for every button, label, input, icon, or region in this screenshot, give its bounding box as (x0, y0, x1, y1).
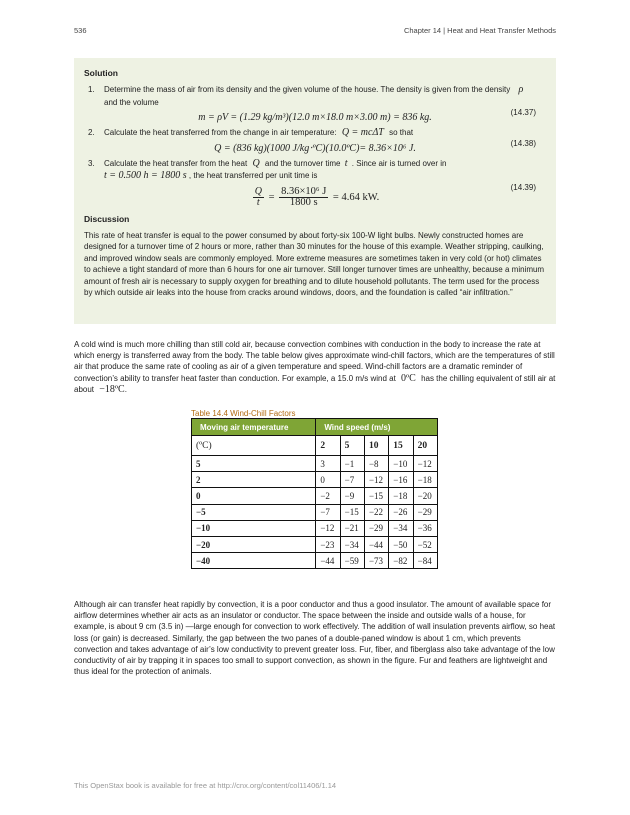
discussion-heading: Discussion (84, 213, 130, 224)
discussion-text: This rate of heat transfer is equal to the power consumed by about forty-six 100-W light bulbs. Newly constructed homes are designed for a turnover time of 2 hours or more, rather than 30 minutes for the house of this example. Weather stripping, caulking, and improved window seals are commonly employed. More extreme measures are sometimes taken in very cold (or hot) climates to achieve a tight standard of more than 6 hours for one air turnover. Still longer turnover times are unhealthy, because a minimum amount of fresh air is necessary to supply oxygen for breathing and to dilute household pollutants. The term used for the process by which outside air leaks into the house from cracks around windows, doors, and the foundation is called “air infiltration.” (84, 230, 545, 297)
table-row (192, 536, 438, 552)
row-temperature: −20 (192, 536, 316, 552)
inline-math: t = 0.500 h = 1800 s (104, 170, 187, 181)
equation-number: (14.39) (510, 182, 536, 192)
windchill-value: −73 (364, 553, 388, 569)
table-row (192, 520, 438, 536)
speed-cell: 10 (364, 436, 388, 456)
table-row (192, 472, 438, 488)
windchill-value: −59 (340, 553, 364, 569)
step-number: 3. (88, 158, 95, 168)
step-text: Calculate the heat transferred from the change in air temperature: (104, 128, 337, 137)
windchill-value: −84 (413, 553, 437, 569)
windchill-value: −82 (389, 553, 413, 569)
equation-result: = 4.64 kW. (332, 191, 380, 203)
footer-text: This OpenStax book is available for free at http://cnx.org/content/col11406/1.14 (74, 781, 337, 790)
body-paragraph-windchill: A cold wind is much more chilling than still cold air, because convection combines with conduction in the body to increase the rate at which energy is transferred away from the body. The table below gives approximate wind-chill factors, which are the temperatures of still air that produce the same rate of cooling as air of a given temperature and speed. Wind-chill factors are a dramatic reminder of convection’s ability to transfer heat faster than conduction. For example, a 15.0 m/s wind at 0ºC has the chilling equivalent of still air at about −18ºC. (74, 340, 556, 395)
windchill-value: −9 (340, 488, 364, 504)
windchill-value: −7 (340, 472, 364, 488)
equation-body: Q = (836 kg)(1000 J/kg⋅ºC)(10.0ºC)= 8.36×10⁶ J. (214, 142, 416, 154)
step-text-cont: and the volume (104, 97, 159, 107)
solution-heading: Solution (84, 68, 118, 78)
windchill-value: −2 (316, 488, 340, 504)
windchill-value: −29 (364, 520, 388, 536)
windchill-value: −50 (389, 536, 413, 552)
row-temperature: −10 (192, 520, 316, 536)
fraction: $\frac{Q}{t}$ (254, 185, 262, 208)
row-temperature: −5 (192, 504, 316, 520)
step-text-cont: so that (389, 128, 414, 137)
solution-step-3 (84, 158, 546, 183)
windchill-value: −7 (316, 504, 340, 520)
windchill-value: 3 (316, 456, 340, 472)
body-paragraph-insulation: Although air can transfer heat rapidly by convection, it is a poor conductor and thus a good insulator. The amount of available space for airflow determines whether air acts as an insulator or conductor. The space between the inside and outside walls of a house, for example, is about 9 cm (3.5 in) —large enough for convection to work effectively. The addition of wall insulation prevents airflow, so heat loss (or gain) is decreased. Similarly, the gap between the two panes of a double-paned window is about 1 cm, which prevents convection and takes advantage of air’s low conductivity to prevent greater loss. Fur, fiber, and fiberglass also take advantage of the low conductivity of air by trapping it in spaces too small to support convection, as shown in the figure. Fur and feathers are lightweight and thus ideal for the protection of animals. (74, 600, 556, 677)
step-text-cont: . Since air is turned over in (351, 158, 447, 168)
step-text-cont: and the turnover time (264, 158, 341, 168)
column-header-temperature: Moving air temperature (192, 419, 316, 436)
windchill-value: −16 (389, 472, 413, 488)
windchill-value: −52 (413, 536, 437, 552)
speed-cell: 5 (340, 436, 364, 456)
table-header-row (192, 419, 438, 436)
equation-body: m = ρV = (1.29 kg/m³)(12.0 m×18.0 m×3.00 m) = 836 kg. (198, 112, 432, 123)
row-temperature: 0 (192, 488, 316, 504)
wind-chill-table (191, 418, 438, 569)
rho-symbol: ρ (518, 84, 524, 95)
windchill-value: −23 (316, 536, 340, 552)
windchill-value: −18 (413, 472, 437, 488)
windchill-value: 0 (316, 472, 340, 488)
windchill-value: −36 (413, 520, 437, 536)
windchill-value: −29 (413, 504, 437, 520)
table-row (192, 504, 438, 520)
equation-14-39: $\frac{Q}{t}$ = $\frac{\text{8.36×10⁶ J}}{1800 s}$ = 4.64 kW. (14.39) (254, 182, 536, 208)
windchill-value: −20 (413, 488, 437, 504)
unit-cell: (ºC) (192, 436, 316, 456)
windchill-value: −44 (364, 536, 388, 552)
solution-step-2 (84, 127, 546, 140)
inline-math: Q = mcΔT (341, 127, 384, 138)
windchill-value: −8 (364, 456, 388, 472)
equation-number: (14.38) (510, 138, 536, 148)
row-temperature: 5 (192, 456, 316, 472)
fraction: $\frac{\text{8.36×10⁶ J}}{1800 s}$ (281, 185, 327, 208)
windchill-value: −12 (316, 520, 340, 536)
windchill-value: −1 (340, 456, 364, 472)
row-temperature: −40 (192, 553, 316, 569)
step-number: 2. (88, 128, 95, 137)
equation-14-37 (84, 108, 546, 123)
equation-number: (14.37) (510, 108, 536, 117)
windchill-value: −34 (340, 536, 364, 552)
chapter-title: Chapter 14 | Heat and Heat Transfer Methods (403, 26, 556, 35)
inline-math: t (344, 157, 348, 169)
step-text-cont: , the heat transferred per unit time is (188, 171, 318, 180)
speed-cell: 20 (413, 436, 437, 456)
windchill-value: −22 (364, 504, 388, 520)
windchill-value: −12 (413, 456, 437, 472)
windchill-value: −44 (316, 553, 340, 569)
step-text: Determine the mass of air from its density and the given volume of the house. The density is given from the density (104, 85, 511, 94)
solution-step-1 (84, 84, 546, 109)
step-number: 1. (88, 85, 95, 94)
windchill-value: −26 (389, 504, 413, 520)
row-temperature: 2 (192, 472, 316, 488)
inline-math: Q (252, 157, 260, 169)
equation-14-38 (84, 138, 546, 154)
table-row (192, 488, 438, 504)
step-text: Calculate the heat transfer from the heat (104, 158, 248, 168)
windchill-value: −34 (389, 520, 413, 536)
table-caption: Table 14.4 Wind-Chill Factors (191, 409, 296, 418)
windchill-value: −12 (364, 472, 388, 488)
windchill-value: −15 (364, 488, 388, 504)
speed-cell: 2 (316, 436, 340, 456)
windchill-value: −15 (340, 504, 364, 520)
example-solution-box (74, 58, 556, 324)
windchill-value: −10 (389, 456, 413, 472)
windchill-value: −21 (340, 520, 364, 536)
column-header-wind-speed: Wind speed (m/s) (316, 419, 438, 436)
table-row (192, 456, 438, 472)
table-row (192, 553, 438, 569)
page-number: 536 (74, 26, 87, 35)
windchill-value: −18 (389, 488, 413, 504)
table-subheader-row (192, 436, 438, 456)
speed-cell: 15 (389, 436, 413, 456)
